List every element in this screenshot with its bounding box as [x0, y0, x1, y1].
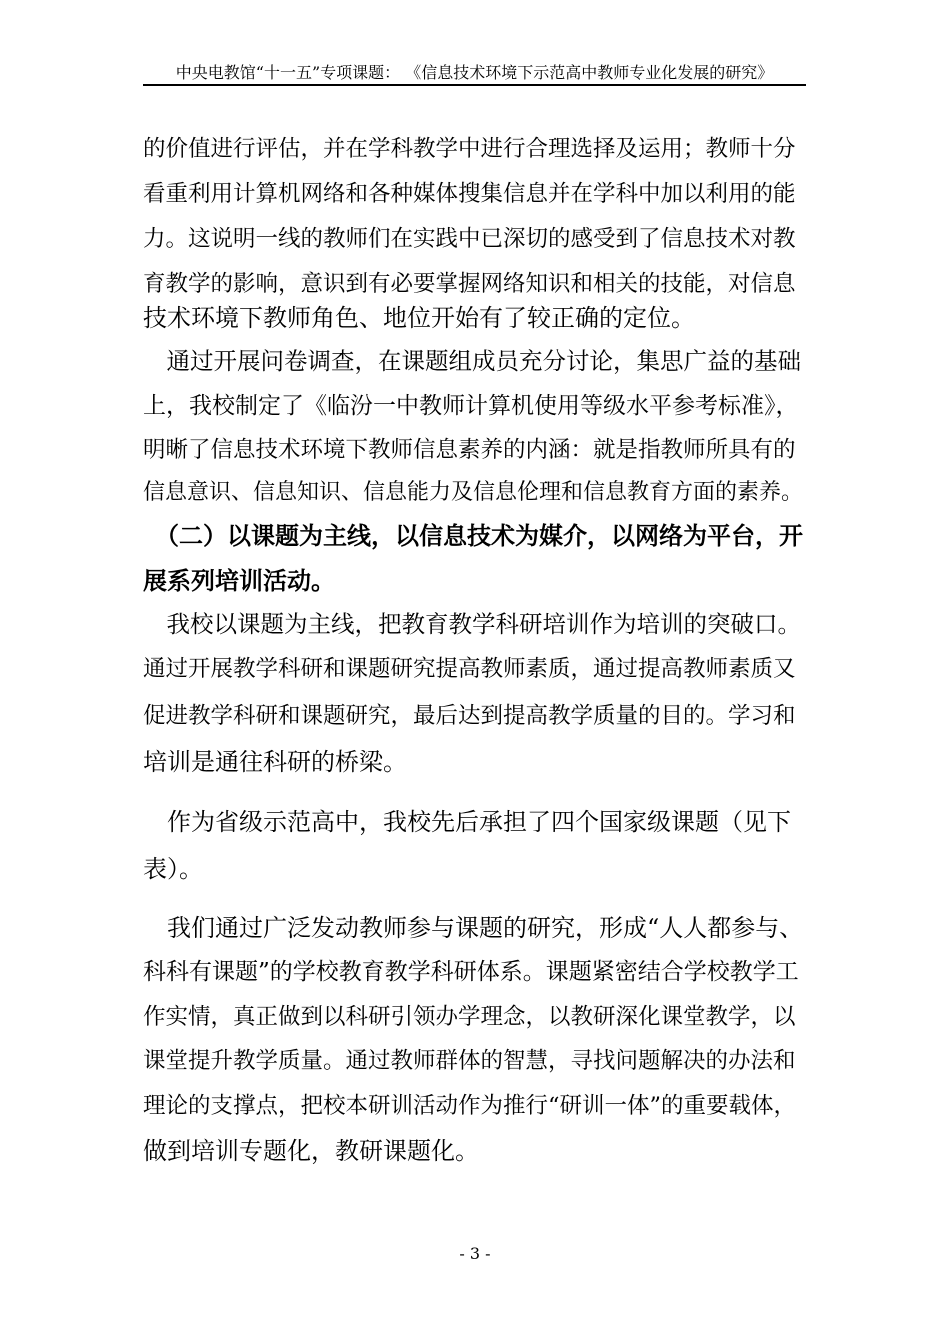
body-line: 培训是通往科研的桥梁。 — [143, 748, 407, 776]
body-line: 理论的支撑点，把校本研训活动作为推行“研训一体”的重要载体， — [143, 1093, 797, 1119]
body-line: 育教学的影响，意识到有必要掌握网络知识和相关的技能，对信息 — [143, 271, 796, 297]
body-line: 力。这说明一线的教师们在实践中已深切的感受到了信息技术对教 — [143, 226, 796, 252]
body-line: 促进教学科研和课题研究，最后达到提高教学质量的目的。学习和 — [143, 703, 796, 729]
page-number: - 3 - — [459, 1244, 491, 1263]
body-line: 作实情，真正做到以科研引领办学理念，以教研深化课堂教学，以 — [143, 1004, 796, 1030]
section-heading: （二）以课题为主线，以信息技术为媒介，以网络为平台，开 — [143, 521, 803, 550]
body-line: 看重利用计算机网络和各种媒体搜集信息并在学科中加以利用的能 — [143, 181, 796, 207]
body-line: 通过开展教学科研和课题研究提高教师素质，通过提高教师素质又 — [143, 656, 796, 682]
body-line: 通过开展问卷调查，在课题组成员充分讨论，集思广益的基础 — [143, 347, 801, 375]
body-line: 明晰了信息技术环境下教师信息素养的内涵：就是指教师所具有的 — [143, 437, 796, 463]
body-line: 我校以课题为主线，把教育教学科研培训作为培训的突破口。 — [143, 610, 801, 638]
body-line: 我们通过广泛发动教师参与课题的研究，形成“人人都参与、 — [143, 914, 804, 942]
body-line: 的价值进行评估，并在学科教学中进行合理选择及运用；教师十分 — [143, 136, 796, 162]
body-line: 课堂提升教学质量。通过教师群体的智慧，寻找问题解决的办法和 — [143, 1048, 796, 1074]
header-rule — [143, 84, 806, 86]
body-line: 技术环境下教师角色、地位开始有了较正确的定位。 — [143, 304, 695, 332]
body-line: 信息意识、信息知识、信息能力及信息伦理和信息教育方面的素养。 — [143, 480, 804, 505]
body-line: 做到培训专题化，教研课题化。 — [143, 1137, 479, 1165]
body-line: 作为省级示范高中，我校先后承担了四个国家级课题（见下 — [143, 808, 791, 836]
running-header: 中央电教馆“十一五”专项课题： 《信息技术环境下示范高中教师专业化发展的研究》 — [175, 63, 774, 82]
body-line: 科科有课题”的学校教育教学科研体系。课题紧密结合学校教学工 — [143, 959, 799, 985]
body-line: 表）。 — [143, 855, 203, 883]
body-line: 上，我校制定了《临汾一中教师计算机使用等级水平参考标准》， — [143, 393, 799, 419]
section-heading: 展系列培训活动。 — [143, 566, 335, 595]
